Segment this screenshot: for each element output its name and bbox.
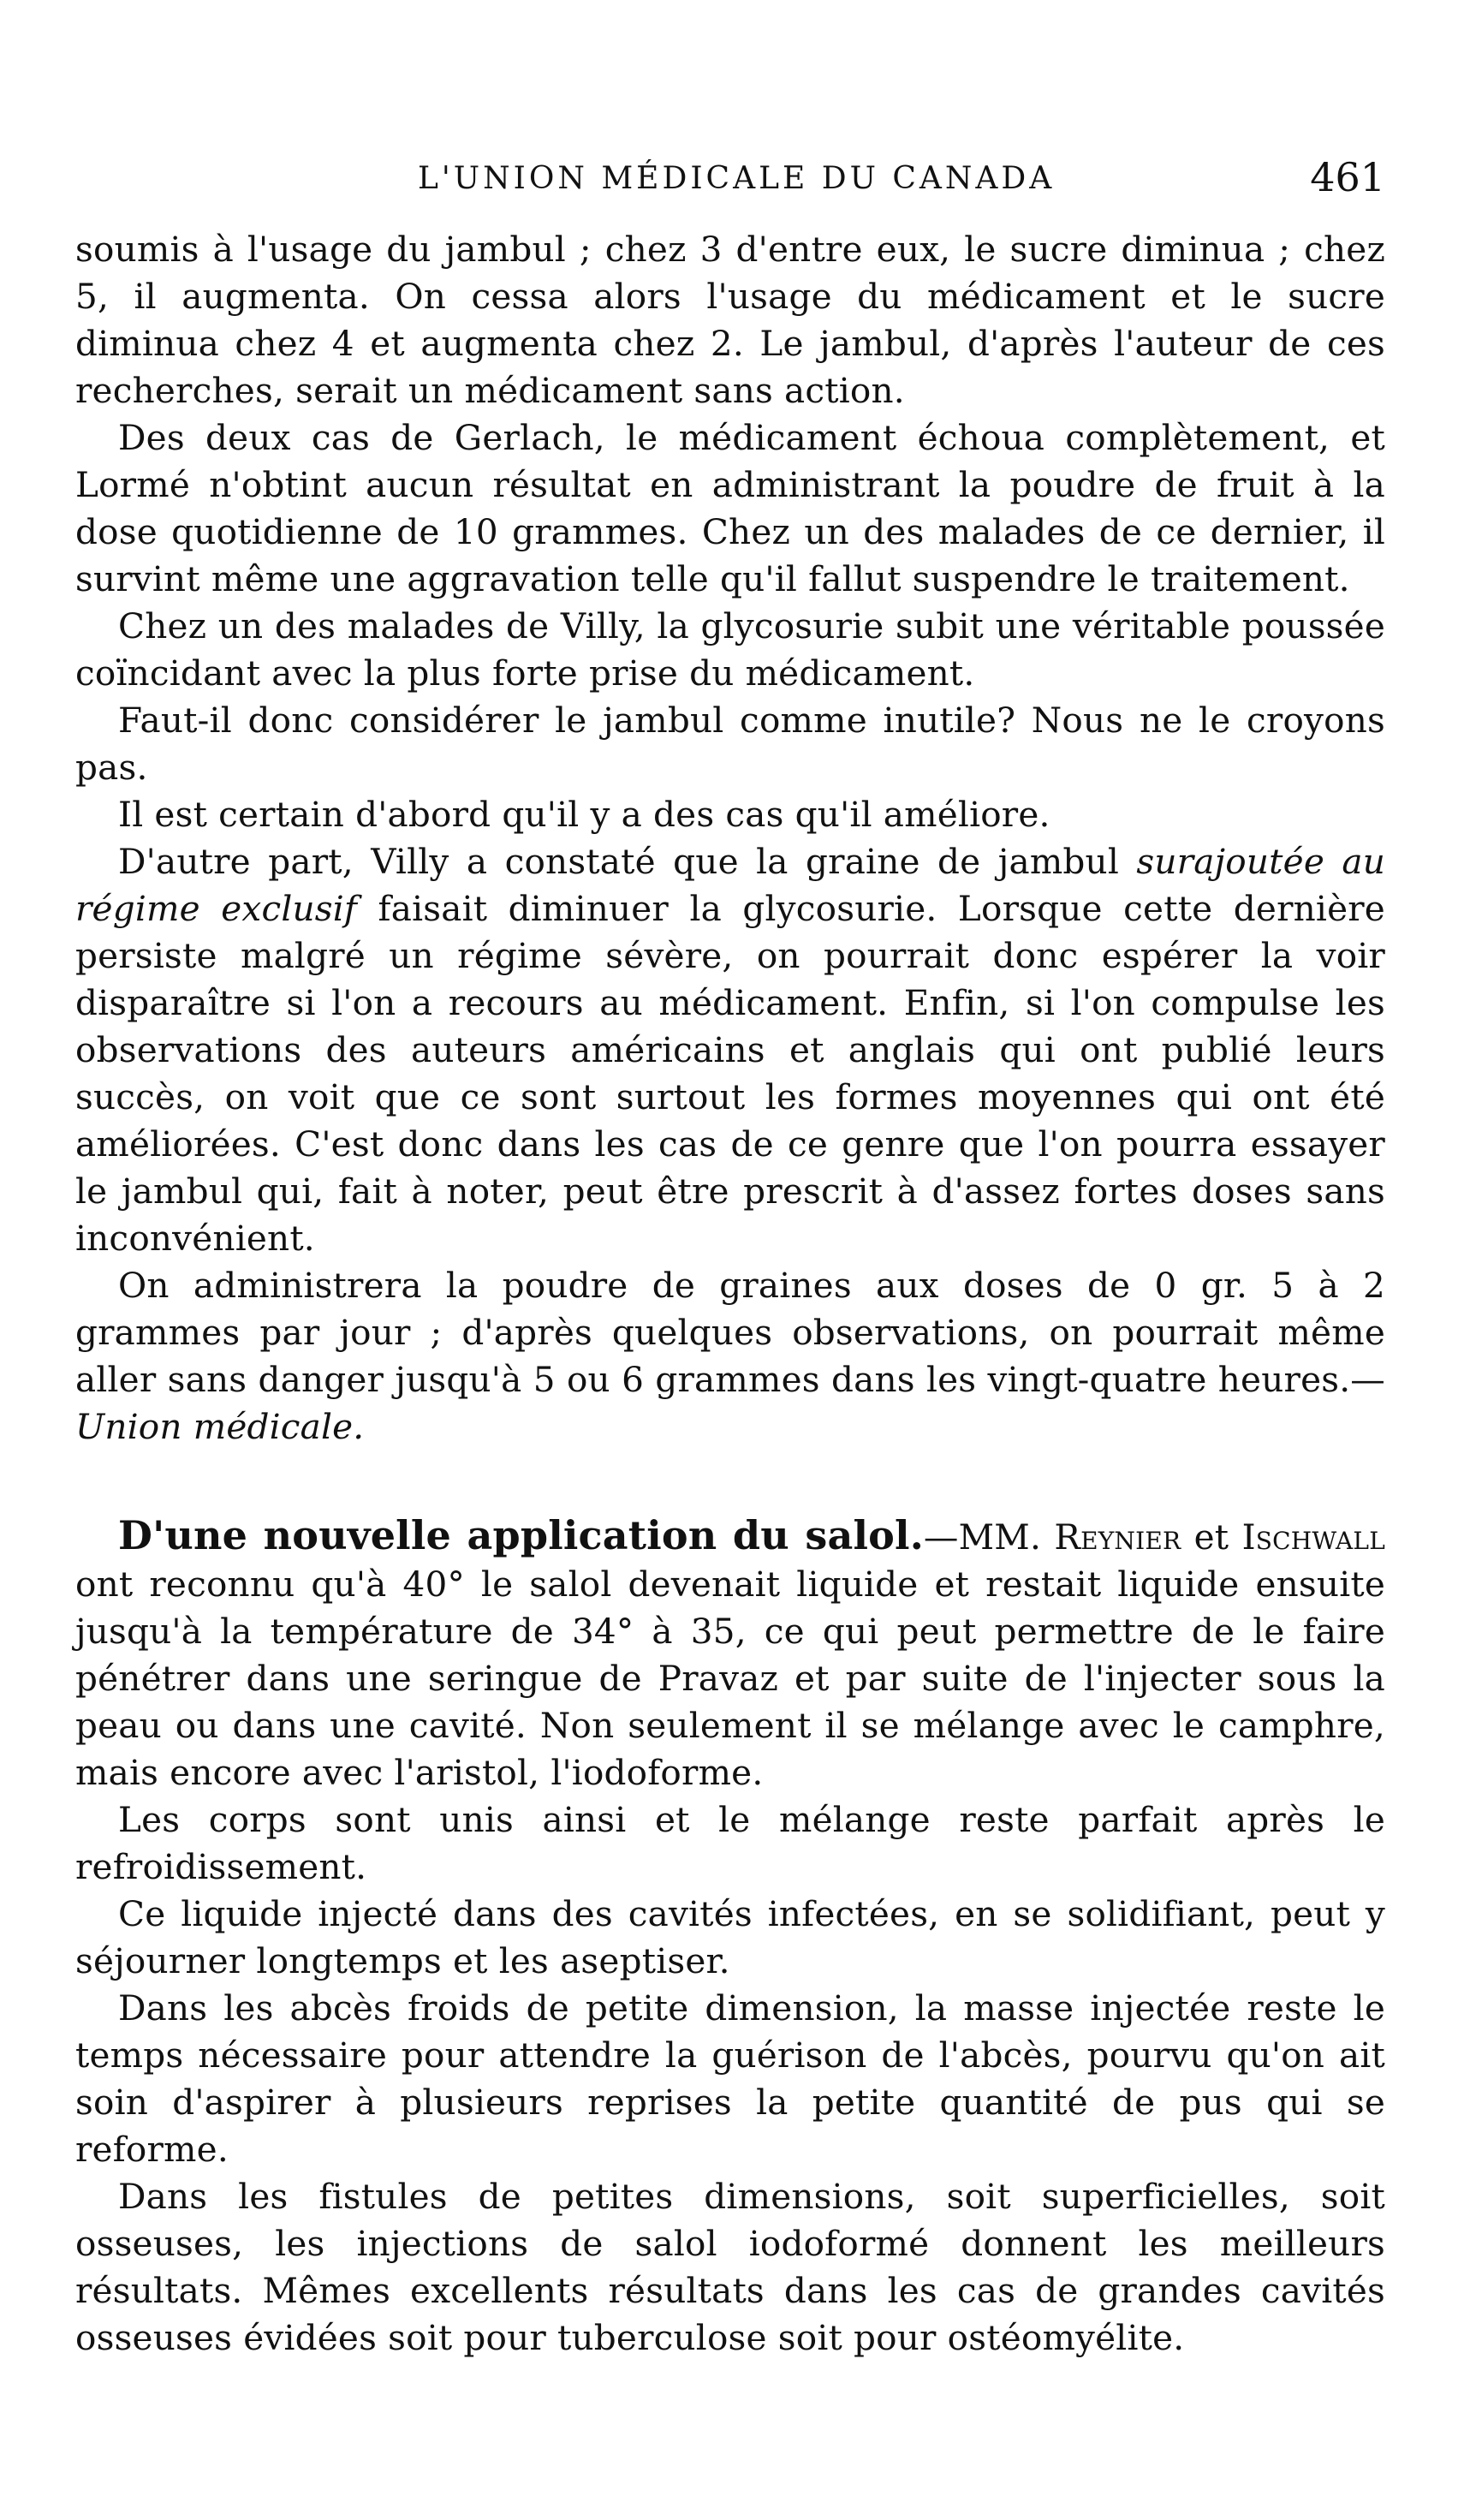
author-name: Ischwall bbox=[1241, 1516, 1386, 1558]
running-head bbox=[75, 154, 1385, 214]
paragraph: Ce liquide injecté dans des cavités infectées, en se solidifiant, peut y séjourner longtemps et les aseptiser. bbox=[75, 1893, 1385, 1981]
article-salol bbox=[75, 1512, 1385, 2362]
paragraph bbox=[75, 838, 1385, 1262]
document-page bbox=[75, 154, 1385, 2362]
article-heading: D'une nouvelle application du salol. bbox=[118, 1512, 924, 1558]
paragraph: Chez un des malades de Villy, la glycosurie subit une véritable poussée coïncidant avec la plus forte prise du médicament. bbox=[75, 605, 1385, 694]
text-run: —MM. bbox=[923, 1516, 1055, 1558]
paragraph bbox=[75, 1262, 1385, 1451]
page-number: 461 bbox=[1310, 154, 1385, 200]
source-citation: Union médicale. bbox=[75, 1406, 365, 1447]
text-run: et bbox=[1181, 1516, 1242, 1558]
paragraph: Les corps sont unis ainsi et le mélange reste parfait après le refroidissement. bbox=[75, 1799, 1385, 1887]
paragraph bbox=[75, 1512, 1385, 1796]
paragraph: soumis à l'usage du jambul ; chez 3 d'entre eux, le sucre diminua ; chez 5, il augmenta. On cessa alors l'usage du médicament et le sucre diminua chez 4 et augmenta chez 2. Le jambul, d'après l'auteur de ces recherches, serait un médicament sans action. bbox=[75, 229, 1385, 411]
author-name: Reynier bbox=[1054, 1516, 1181, 1558]
paragraph: Faut-il donc considérer le jambul comme inutile? Nous ne le croyons pas. bbox=[75, 700, 1385, 788]
article-separator bbox=[75, 1451, 1385, 1512]
running-title: L'UNION MÉDICALE DU CANADA bbox=[418, 161, 1056, 196]
paragraph: Dans les fistules de petites dimensions, soit superficielles, soit osseuses, les injections de salol iodoformé donnent les meilleurs résultats. Mêmes excellents résultats dans les cas de grandes cavités osseuses évidées soit pour tuberculose soit pour ostéomyélite. bbox=[75, 2176, 1385, 2358]
text-run: ont reconnu qu'à 40° le salol devenait liquide et restait liquide ensuite jusqu'à la température de 34° à 35, ce qui peut permettre de le faire pénétrer dans une seringue de Pravaz et par suite de l'injecter sous la peau ou dans une cavité. Non seulement il se mélange avec le camphre, mais encore avec l'aristol, l'iodoforme. bbox=[75, 1564, 1385, 1793]
article-jambul bbox=[75, 226, 1385, 1451]
text-run: On administrera la poudre de graines aux doses de 0 gr. 5 à 2 grammes par jour ; d'après quelques observations, on pourrait même aller sans danger jusqu'à 5 ou 6 grammes dans les vingt-quatre heures.— bbox=[75, 1265, 1385, 1400]
text-run: faisait diminuer la glycosurie. Lorsque cette dernière persiste malgré un régime sévère, on pourrait donc espérer la voir disparaître si l'on a recours au médicament. Enfin, si l'on compulse les observations des auteurs américains et anglais qui ont publié leurs succès, on voit que ce sont surtout les formes moyennes qui ont été améliorées. C'est donc dans les cas de ce genre que l'on pourra essayer le jambul qui, fait à noter, peut être prescrit à d'assez fortes doses sans inconvénient. bbox=[75, 888, 1385, 1259]
italic-text: surajoutée au régime exclusif bbox=[75, 841, 1385, 929]
paragraph: Des deux cas de Gerlach, le médicament échoua complètement, et Lormé n'obtint aucun résultat en administrant la poudre de fruit à la dose quotidienne de 10 grammes. Chez un des malades de ce dernier, il survint même une aggravation telle qu'il fallut suspendre le traitement. bbox=[75, 417, 1385, 599]
paragraph: Dans les abcès froids de petite dimension, la masse injectée reste le temps nécessaire pour attendre la guérison de l'abcès, pourvu qu'on ait soin d'aspirer à plusieurs reprises la petite quantité de pus qui se reforme. bbox=[75, 1987, 1385, 2170]
text-run: D'autre part, Villy a constaté que la graine de jambul bbox=[118, 841, 1137, 882]
paragraph: Il est certain d'abord qu'il y a des cas qu'il améliore. bbox=[118, 794, 1050, 835]
